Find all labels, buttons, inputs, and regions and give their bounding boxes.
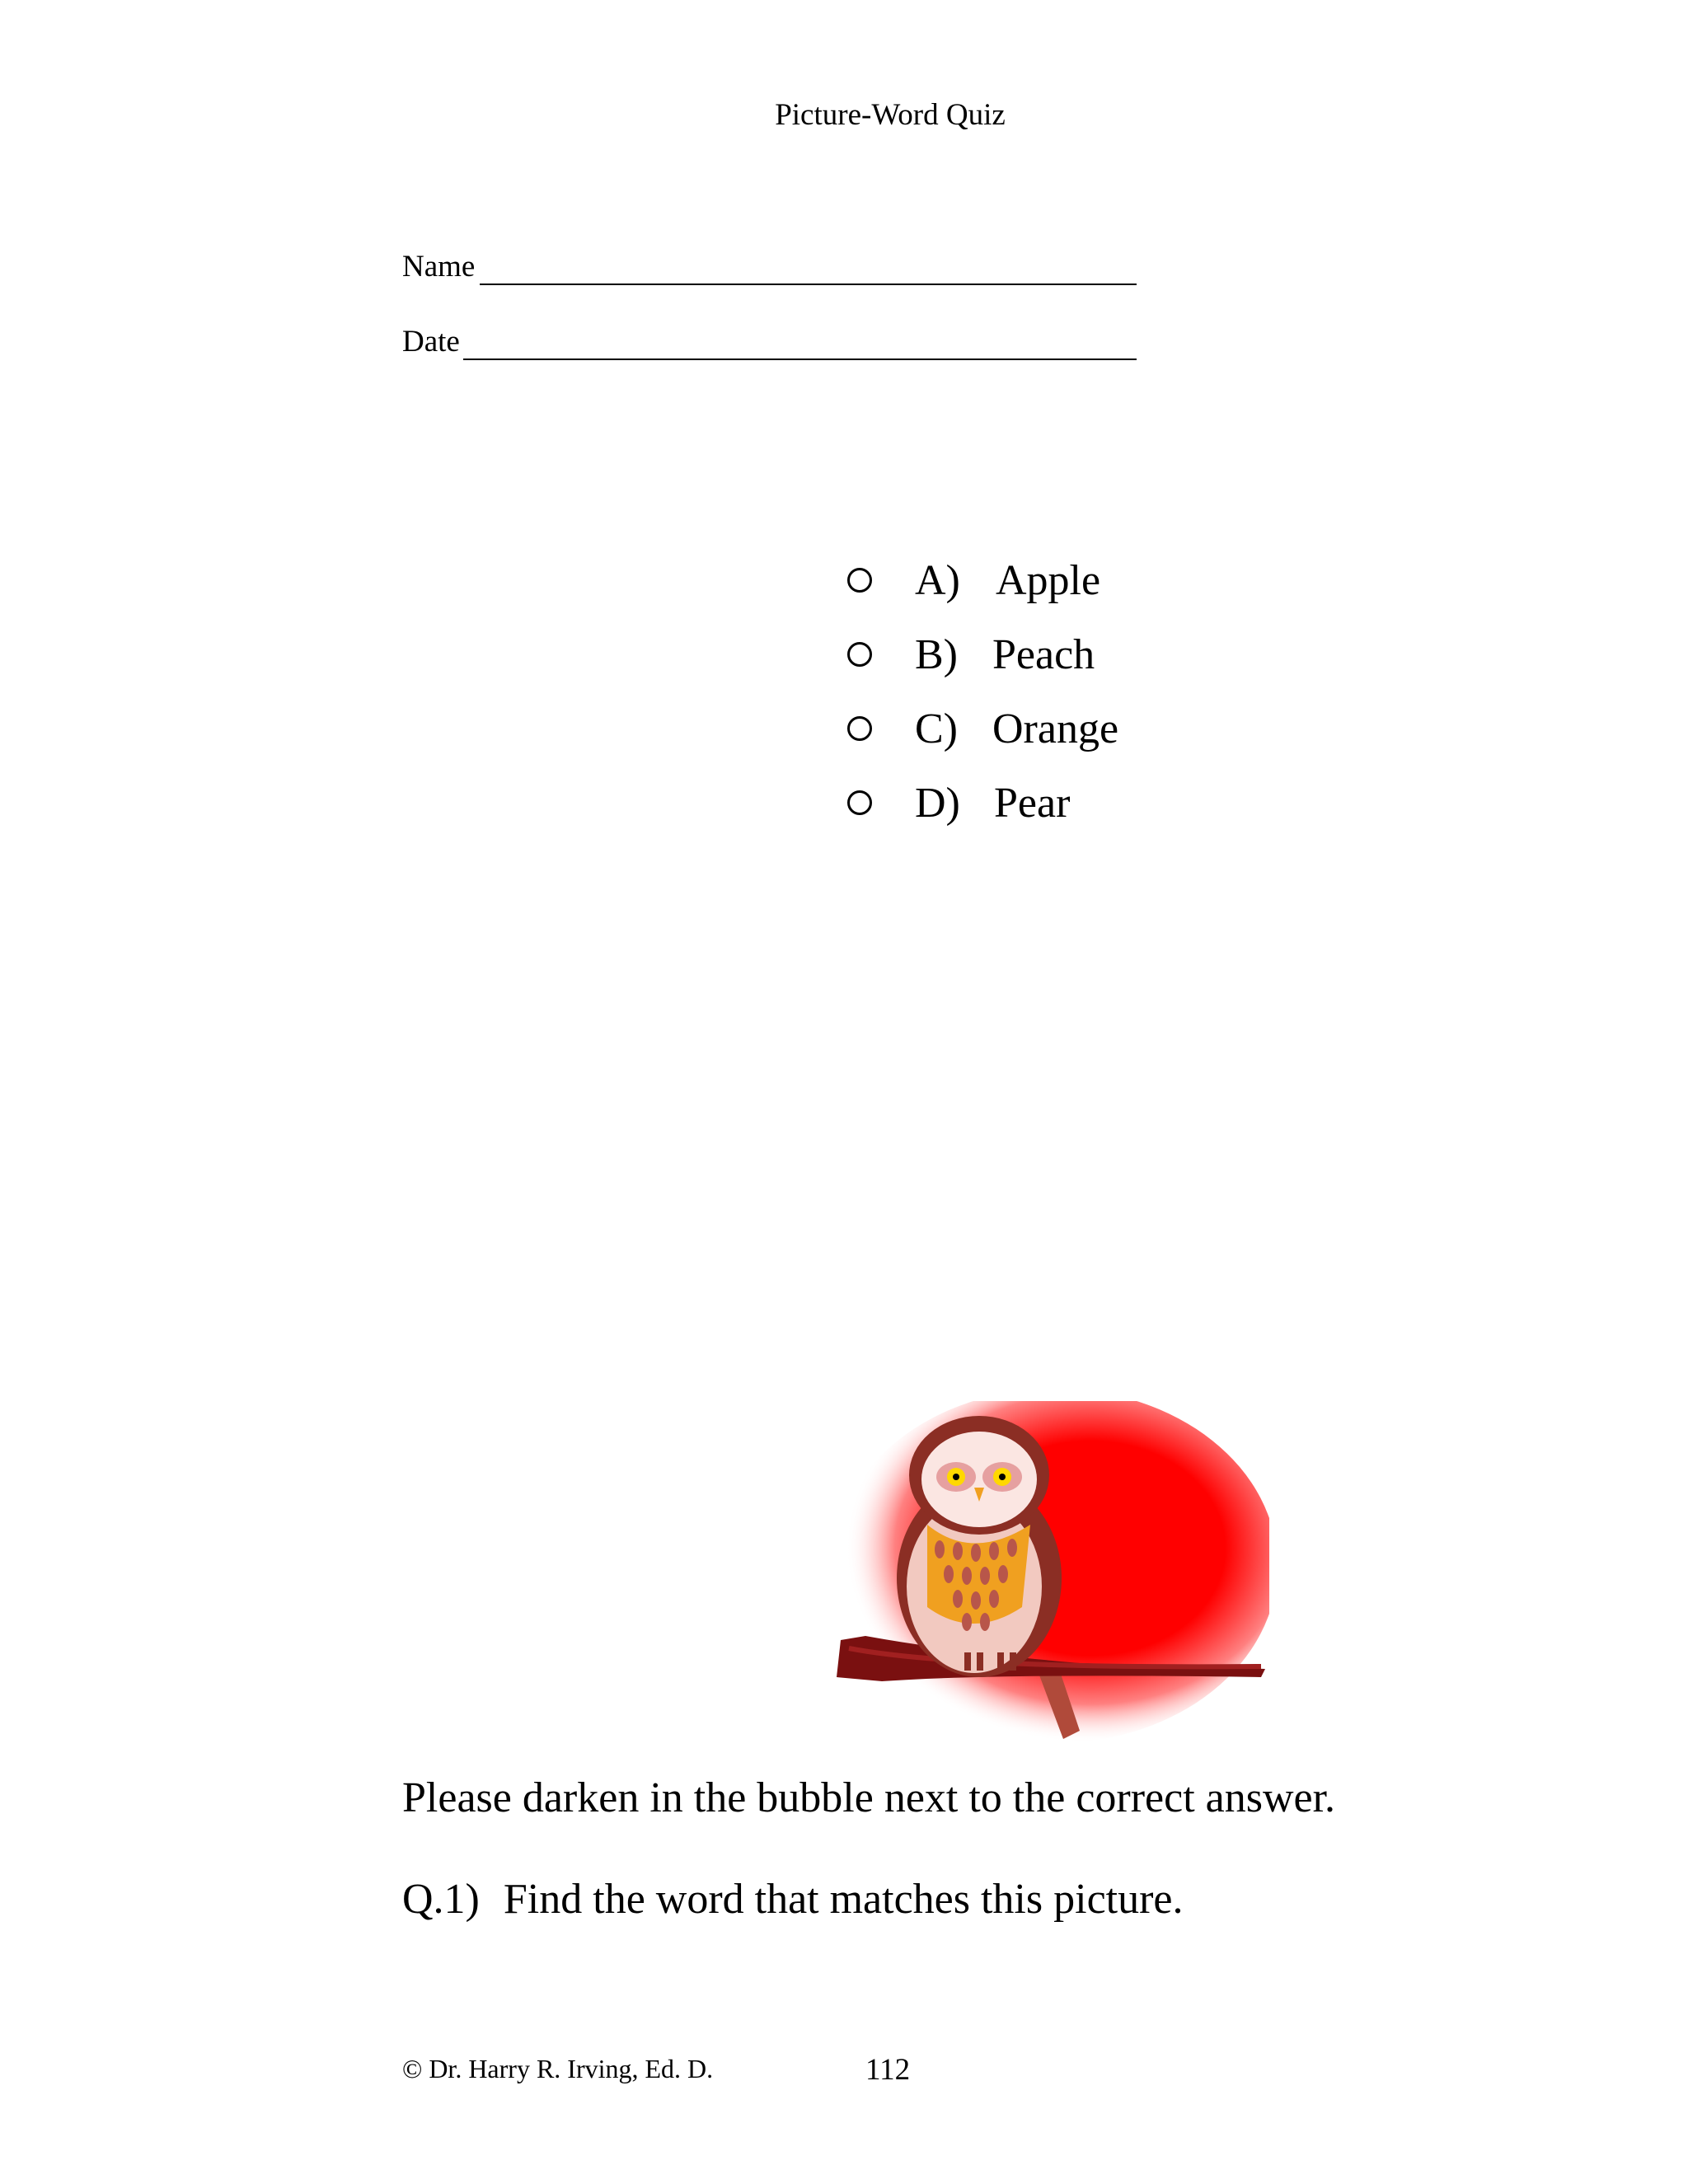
option-word: Pear <box>994 779 1071 827</box>
option-letter: A) <box>915 556 960 604</box>
option-word: Peach <box>992 630 1095 678</box>
option-letter: D) <box>915 779 960 827</box>
question-text: Find the word that matches this picture. <box>503 1876 1184 1923</box>
bubble-b[interactable] <box>847 642 872 667</box>
page-number: 112 <box>865 2053 911 2087</box>
owl-on-branch-icon <box>832 1401 1269 1755</box>
option-letter: C) <box>915 705 958 752</box>
option-b[interactable] <box>847 628 1259 681</box>
question-number: Q.1) <box>402 1876 480 1923</box>
page-title: Picture-Word Quiz <box>775 98 1006 132</box>
date-label: Date <box>402 325 460 359</box>
instructions: Please darken in the bubble next to the correct answer. <box>402 1774 1336 1821</box>
bubble-c[interactable] <box>847 716 872 741</box>
option-c[interactable] <box>847 702 1259 755</box>
option-word: Orange <box>992 705 1119 752</box>
option-a[interactable] <box>847 554 1259 607</box>
name-field[interactable] <box>480 284 1137 285</box>
copyright: © Dr. Harry R. Irving, Ed. D. <box>402 2054 714 2083</box>
date-field[interactable] <box>463 359 1137 360</box>
option-letter: B) <box>915 630 958 678</box>
bubble-d[interactable] <box>847 790 872 815</box>
option-word: Apple <box>996 556 1101 604</box>
question <box>402 1875 1184 1924</box>
bubble-a[interactable] <box>847 568 872 593</box>
option-d[interactable] <box>847 776 1259 829</box>
name-label: Name <box>402 250 476 284</box>
